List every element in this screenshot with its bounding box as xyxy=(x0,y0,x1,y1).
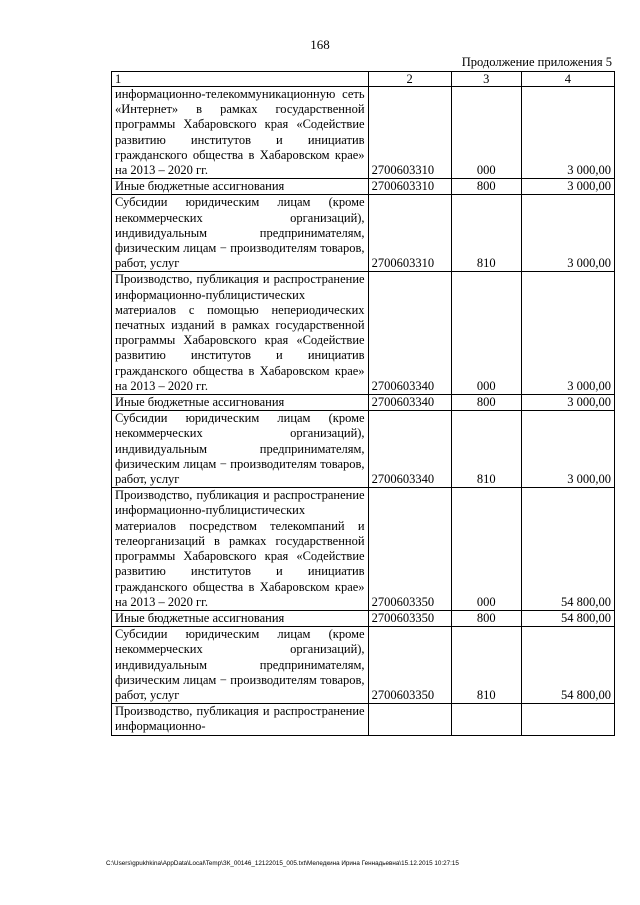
row-target-code: 2700603350 xyxy=(368,627,451,704)
row-amount: 3 000,00 xyxy=(521,395,614,411)
table-row xyxy=(112,704,615,735)
row-amount: 3 000,00 xyxy=(521,411,614,488)
row-name: информационно-телекоммуникационную сеть «Интернет» в рамках государственной программы Хабаровского края «Содействие развитию институтов и инициатив гражданского общества в Хабаровском крае» на 2013 – 2020 гг. xyxy=(112,87,369,179)
header-col-1: 1 xyxy=(112,72,369,87)
row-name: Производство, публикация и распространение информационно- xyxy=(112,704,369,735)
row-target-code: 2700603350 xyxy=(368,488,451,611)
file-path-footer: C:\Users\gpukhkina\AppData\Local\Temp\ЗК_00146_12122015_005.txt\Меледкина Ирина Геннадьевна\15.12.2015 10:27:15 xyxy=(106,860,459,867)
table-row xyxy=(112,411,615,488)
row-expense-type: 800 xyxy=(451,395,521,411)
row-expense-type xyxy=(451,704,521,735)
row-amount: 3 000,00 xyxy=(521,195,614,272)
row-amount: 54 800,00 xyxy=(521,627,614,704)
budget-table xyxy=(111,71,615,736)
row-target-code: 2700603340 xyxy=(368,411,451,488)
table-row xyxy=(112,272,615,395)
row-amount: 3 000,00 xyxy=(521,179,614,195)
row-expense-type: 810 xyxy=(451,195,521,272)
row-amount xyxy=(521,704,614,735)
row-target-code: 2700603350 xyxy=(368,610,451,626)
row-amount: 54 800,00 xyxy=(521,488,614,611)
row-name: Субсидии юридическим лицам (кроме некоммерческих организаций), индивидуальным предпринимателям, физическим лицам − производителям товаров, работ, услуг xyxy=(112,195,369,272)
row-target-code: 2700603310 xyxy=(368,195,451,272)
page-number: 168 xyxy=(310,37,330,52)
row-amount: 54 800,00 xyxy=(521,610,614,626)
row-target-code: 2700603340 xyxy=(368,395,451,411)
table-row xyxy=(112,610,615,626)
table-row xyxy=(112,179,615,195)
row-expense-type: 810 xyxy=(451,627,521,704)
row-expense-type: 000 xyxy=(451,272,521,395)
row-expense-type: 800 xyxy=(451,610,521,626)
row-name: Субсидии юридическим лицам (кроме некоммерческих организаций), индивидуальным предпринимателям, физическим лицам − производителям товаров, работ, услуг xyxy=(112,411,369,488)
row-expense-type: 000 xyxy=(451,488,521,611)
table-row xyxy=(112,395,615,411)
row-name: Производство, публикация и распространение информационно-публицистических материалов с помощью непериодических печатных изданий в рамках государственной программы Хабаровского края «Содействие развитию институтов и инициатив гражданского общества в Хабаровском крае» на 2013 – 2020 гг. xyxy=(112,272,369,395)
table-row xyxy=(112,627,615,704)
table-header-row xyxy=(112,72,615,87)
table-row xyxy=(112,87,615,179)
row-target-code xyxy=(368,704,451,735)
row-name: Иные бюджетные ассигнования xyxy=(112,610,369,626)
table-row xyxy=(112,488,615,611)
appendix-continuation-label: Продолжение приложения 5 xyxy=(461,55,612,69)
header-col-3: 3 xyxy=(451,72,521,87)
row-expense-type: 000 xyxy=(451,87,521,179)
row-target-code: 2700603310 xyxy=(368,87,451,179)
header-col-4: 4 xyxy=(521,72,614,87)
row-name: Производство, публикация и распространение информационно-публицистических материалов посредством телекомпаний и телеорганизаций в рамках государственной программы Хабаровского края «Содействие развитию институтов и инициатив гражданского общества в Хабаровском крае» на 2013 – 2020 гг. xyxy=(112,488,369,611)
row-target-code: 2700603340 xyxy=(368,272,451,395)
row-name: Иные бюджетные ассигнования xyxy=(112,179,369,195)
row-target-code: 2700603310 xyxy=(368,179,451,195)
table-row xyxy=(112,195,615,272)
row-expense-type: 810 xyxy=(451,411,521,488)
row-name: Иные бюджетные ассигнования xyxy=(112,395,369,411)
row-expense-type: 800 xyxy=(451,179,521,195)
row-amount: 3 000,00 xyxy=(521,272,614,395)
row-amount: 3 000,00 xyxy=(521,87,614,179)
row-name: Субсидии юридическим лицам (кроме некоммерческих организаций), индивидуальным предпринимателям, физическим лицам − производителям товаров, работ, услуг xyxy=(112,627,369,704)
header-col-2: 2 xyxy=(368,72,451,87)
